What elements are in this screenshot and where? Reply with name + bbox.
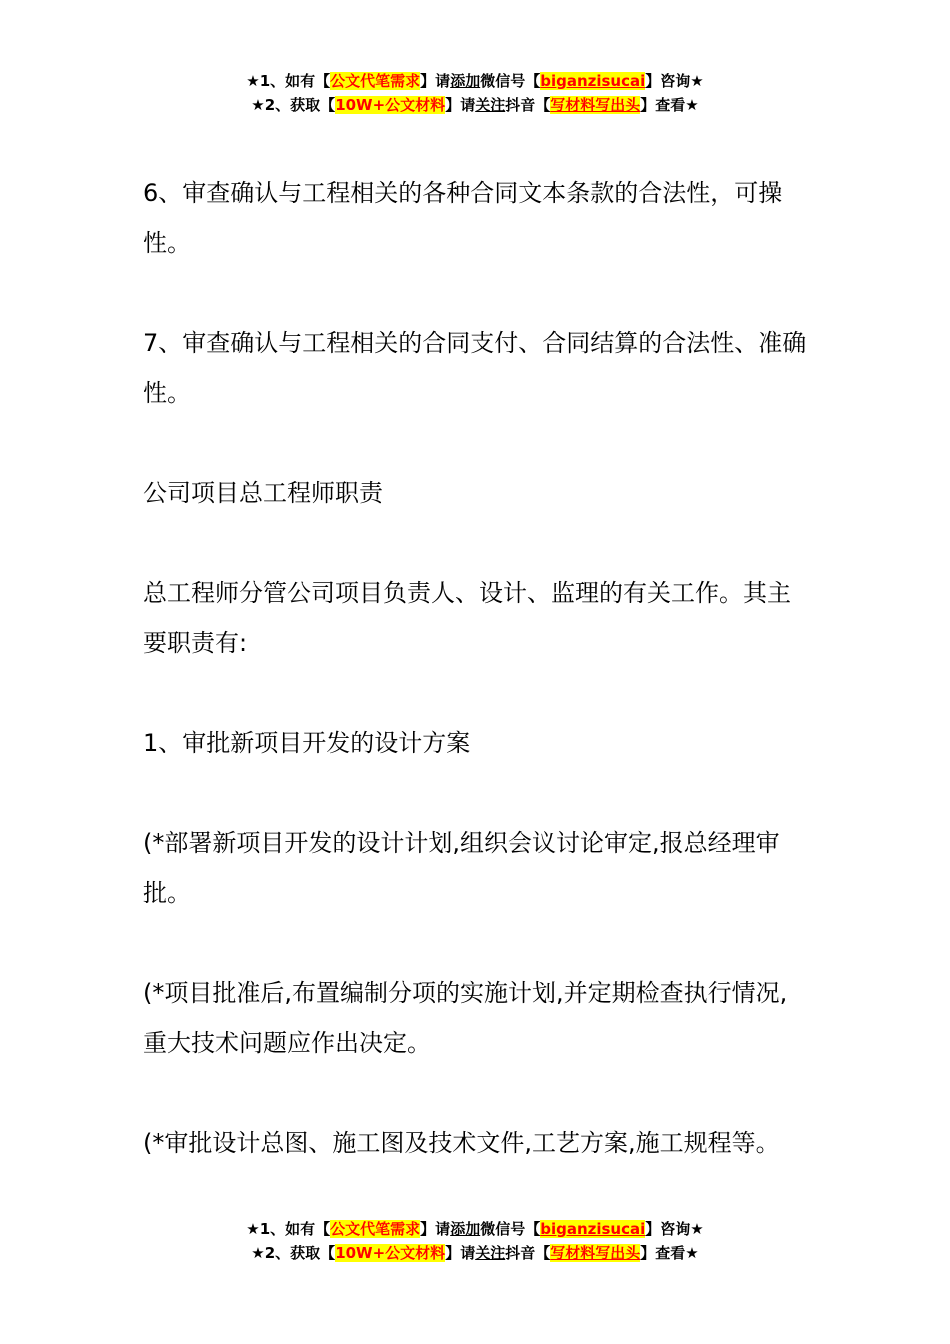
banner-text: ★2、获取【	[251, 1244, 336, 1262]
banner-highlight: 写材料写出头	[550, 96, 641, 114]
banner-underline: 添加	[450, 72, 481, 90]
banner-text: 】请	[420, 1220, 451, 1238]
banner-highlight: biganzisucai	[540, 1220, 646, 1238]
banner-highlight: 公文代笔需求	[330, 1220, 421, 1238]
paragraph: (*项目批准后,布置编制分项的实施计划,并定期检查执行情况,重大技术问题应作出决定。	[143, 979, 788, 1057]
banner-line-2	[0, 93, 950, 117]
banner-text: 】咨询★	[645, 72, 704, 90]
banner-text: 抖音【	[505, 96, 551, 114]
banner-text: 微信号【	[480, 72, 541, 90]
banner-highlight: biganzisucai	[540, 72, 646, 90]
banner-underline: 关注	[475, 96, 506, 114]
banner-text: 微信号【	[480, 1220, 541, 1238]
banner-highlight: 10W+公文材料	[335, 96, 446, 114]
banner-highlight: 10W+公文材料	[335, 1244, 446, 1262]
paragraph: (*部署新项目开发的设计计划,组织会议讨论审定,报总经理审批。	[143, 829, 780, 907]
banner-text: 】请	[445, 96, 476, 114]
paragraph: (*审批设计总图、施工图及技术文件,工艺方案,施工规程等。	[143, 1129, 780, 1157]
footer-banner	[0, 1217, 950, 1265]
banner-highlight: 公文代笔需求	[330, 72, 421, 90]
banner-text: 抖音【	[505, 1244, 551, 1262]
banner-highlight: 写材料写出头	[550, 1244, 641, 1262]
banner-text: 】咨询★	[645, 1220, 704, 1238]
banner-underline: 添加	[450, 1220, 481, 1238]
paragraph: 总工程师分管公司项目负责人、设计、监理的有关工作。其主要职责有:	[143, 579, 791, 657]
banner-line-2	[0, 1241, 950, 1265]
banner-text: ★1、如有【	[246, 1220, 331, 1238]
banner-line-1	[0, 1217, 950, 1241]
banner-text: 】查看★	[640, 96, 699, 114]
paragraph: 6、审查确认与工程相关的各种合同文本条款的合法性，可操性。	[143, 179, 783, 257]
header-banner	[0, 69, 950, 117]
section-heading: 公司项目总工程师职责	[143, 479, 383, 507]
paragraph: 1、审批新项目开发的设计方案	[143, 729, 471, 757]
banner-text: ★2、获取【	[251, 96, 336, 114]
banner-text: ★1、如有【	[246, 72, 331, 90]
document-body	[143, 168, 811, 1218]
banner-text: 】请	[445, 1244, 476, 1262]
paragraph: 7、审查确认与工程相关的合同支付、合同结算的合法性、准确性。	[143, 329, 807, 407]
banner-text: 】查看★	[640, 1244, 699, 1262]
banner-text: 】请	[420, 72, 451, 90]
banner-line-1	[0, 69, 950, 93]
banner-underline: 关注	[475, 1244, 506, 1262]
